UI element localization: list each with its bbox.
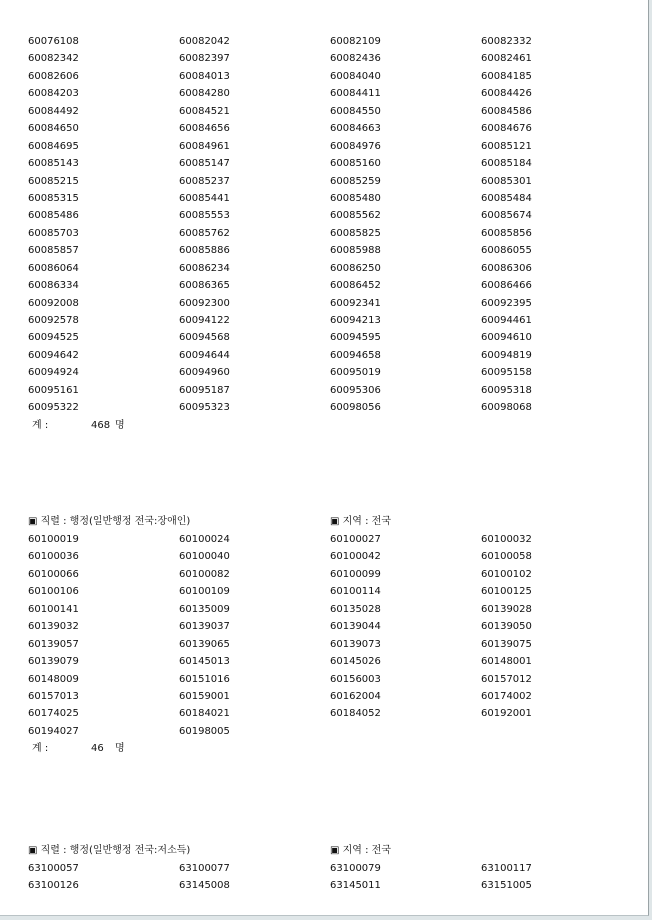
candidate-number: 60086055	[481, 245, 532, 257]
candidate-number: 60082342	[28, 53, 79, 65]
candidate-number: 60100024	[179, 534, 230, 545]
candidate-number: 60100032	[481, 534, 532, 545]
candidate-number: 60094610	[481, 332, 532, 344]
candidate-number: 60086234	[179, 262, 230, 274]
candidate-number: 60157013	[28, 690, 79, 702]
candidate-number: 60082606	[28, 70, 79, 82]
candidate-number: 60194027	[28, 725, 79, 737]
candidate-number: 60085259	[330, 175, 381, 187]
candidate-number: 60139028	[481, 603, 532, 615]
candidate-number: 60084586	[481, 105, 532, 117]
candidate-number: 60084013	[179, 70, 230, 82]
candidate-number: 60100106	[28, 586, 79, 598]
candidate-number: 60094819	[481, 349, 532, 361]
candidate-number: 60135009	[179, 603, 230, 615]
candidate-number: 63100117	[481, 863, 532, 874]
candidate-number: 60086306	[481, 262, 532, 274]
candidate-number: 60100040	[179, 551, 230, 563]
candidate-number: 60100042	[330, 551, 381, 563]
candidate-number: 60095187	[179, 384, 230, 396]
candidate-number: 60085160	[330, 158, 381, 170]
candidate-number: 60084695	[28, 140, 79, 152]
candidate-number: 60084492	[28, 105, 79, 117]
candidate-number: 60084280	[179, 88, 230, 100]
candidate-number: 60139044	[330, 621, 381, 633]
candidate-number: 60085143	[28, 158, 79, 170]
candidate-number: 60094960	[179, 367, 230, 379]
candidate-number: 60085121	[481, 140, 532, 152]
candidate-number: 60084976	[330, 140, 381, 152]
candidate-number: 60092395	[481, 297, 532, 309]
total-unit: 명	[115, 419, 125, 431]
region-header: ▣ 지역 : 전국	[330, 516, 391, 527]
candidate-number: 60085301	[481, 175, 532, 187]
candidate-number: 60076108	[28, 36, 79, 47]
section-total	[28, 417, 628, 434]
candidate-number: 60145026	[330, 656, 381, 668]
candidate-number: 60085553	[179, 210, 230, 222]
candidate-number: 60085480	[330, 192, 381, 204]
number-grid	[28, 33, 628, 417]
candidate-number: 60084040	[330, 70, 381, 82]
candidate-number: 60092578	[28, 315, 79, 326]
candidate-number: 60094461	[481, 315, 532, 326]
candidate-number: 60139050	[481, 621, 532, 633]
candidate-number: 60100058	[481, 551, 532, 563]
candidate-number: 60094122	[179, 315, 230, 326]
candidate-number: 60085562	[330, 210, 381, 222]
candidate-number: 60086452	[330, 280, 381, 292]
candidate-number: 60139065	[179, 638, 230, 650]
section-general-list	[28, 33, 628, 434]
candidate-number: 60085184	[481, 158, 532, 170]
candidate-number: 60095158	[481, 367, 532, 379]
candidate-number: 60082436	[330, 53, 381, 65]
candidate-number: 60084521	[179, 105, 230, 117]
candidate-number: 60084185	[481, 70, 532, 82]
candidate-number: 60085484	[481, 192, 532, 204]
candidate-number: 60086334	[28, 280, 79, 292]
candidate-number: 60100027	[330, 534, 381, 545]
candidate-number: 60085486	[28, 210, 79, 222]
candidate-number: 60086250	[330, 262, 381, 274]
candidate-number: 60084676	[481, 123, 532, 135]
candidate-number: 60100066	[28, 568, 79, 580]
section-total	[28, 740, 628, 757]
candidate-number: 60082461	[481, 53, 532, 65]
number-grid	[28, 860, 628, 895]
candidate-number: 60086064	[28, 262, 79, 274]
candidate-number: 63100126	[28, 880, 79, 892]
job-series-header: ▣ 직렬 : 행정(일반행정 전국:저소득)	[28, 845, 191, 856]
section-disabled-list	[28, 513, 628, 757]
candidate-number: 60174002	[481, 690, 532, 702]
candidate-number: 60095318	[481, 384, 532, 396]
candidate-number: 60135028	[330, 603, 381, 615]
candidate-number: 60086466	[481, 280, 532, 292]
candidate-number: 60151016	[179, 673, 230, 685]
candidate-number: 60086365	[179, 280, 230, 292]
candidate-number: 60095161	[28, 384, 79, 396]
candidate-number: 60159001	[179, 690, 230, 702]
candidate-number: 60198005	[179, 725, 230, 737]
candidate-number: 60095019	[330, 367, 381, 379]
total-unit: 명	[115, 743, 125, 755]
candidate-number: 60085857	[28, 245, 79, 257]
candidate-number: 60084426	[481, 88, 532, 100]
candidate-number: 60085315	[28, 192, 79, 204]
candidate-number: 60095322	[28, 402, 79, 414]
candidate-number: 60094658	[330, 349, 381, 361]
candidate-number: 63145008	[179, 880, 230, 892]
candidate-number: 63100077	[179, 863, 230, 874]
candidate-number: 60092008	[28, 297, 79, 309]
candidate-number: 60148009	[28, 673, 79, 685]
candidate-number: 60094924	[28, 367, 79, 379]
candidate-number: 60100102	[481, 568, 532, 580]
total-count: 468	[91, 419, 111, 431]
candidate-number: 60084961	[179, 140, 230, 152]
number-grid	[28, 531, 628, 740]
total-label: 계 :	[32, 743, 49, 755]
total-count: 46	[91, 743, 104, 755]
candidate-number: 60139057	[28, 638, 79, 650]
candidate-number: 60085215	[28, 175, 79, 187]
candidate-number: 60094642	[28, 349, 79, 361]
section-header	[28, 513, 628, 530]
candidate-number: 60139037	[179, 621, 230, 633]
candidate-number: 60100114	[330, 586, 381, 598]
candidate-number: 60157012	[481, 673, 532, 685]
total-label: 계 :	[32, 419, 49, 431]
candidate-number: 60098068	[481, 402, 532, 414]
section-low-income-list	[28, 842, 628, 895]
candidate-number: 60100141	[28, 603, 79, 615]
candidate-number: 60139073	[330, 638, 381, 650]
candidate-number: 60148001	[481, 656, 532, 668]
candidate-number: 60085441	[179, 192, 230, 204]
candidate-number: 60084411	[330, 88, 381, 100]
candidate-number: 60100036	[28, 551, 79, 563]
job-series-header: ▣ 직렬 : 행정(일반행정 전국:장애인)	[28, 516, 191, 527]
candidate-number: 60100125	[481, 586, 532, 598]
candidate-number: 60100019	[28, 534, 79, 545]
candidate-number: 60139032	[28, 621, 79, 633]
candidate-number: 60098056	[330, 402, 381, 414]
candidate-number: 60085703	[28, 227, 79, 239]
candidate-number: 60139079	[28, 656, 79, 668]
candidate-number: 60184052	[330, 708, 381, 720]
candidate-number: 60082109	[330, 36, 381, 47]
candidate-number: 60094213	[330, 315, 381, 326]
candidate-number: 60084203	[28, 88, 79, 100]
candidate-number: 60082397	[179, 53, 230, 65]
candidate-number: 60084550	[330, 105, 381, 117]
candidate-number: 63151005	[481, 880, 532, 892]
candidate-number: 60094644	[179, 349, 230, 361]
candidate-number: 60100082	[179, 568, 230, 580]
candidate-number: 60145013	[179, 656, 230, 668]
candidate-number: 60084650	[28, 123, 79, 135]
candidate-number: 60084663	[330, 123, 381, 135]
candidate-number: 60085237	[179, 175, 230, 187]
candidate-number: 60092341	[330, 297, 381, 309]
candidate-number: 60095306	[330, 384, 381, 396]
candidate-number: 60192001	[481, 708, 532, 720]
candidate-number: 60156003	[330, 673, 381, 685]
candidate-number: 60094568	[179, 332, 230, 344]
candidate-number: 60084656	[179, 123, 230, 135]
candidate-number: 60095323	[179, 402, 230, 414]
candidate-number: 63100079	[330, 863, 381, 874]
candidate-number: 60082042	[179, 36, 230, 47]
candidate-number: 60085762	[179, 227, 230, 239]
candidate-number: 60100099	[330, 568, 381, 580]
candidate-number: 60174025	[28, 708, 79, 720]
region-header: ▣ 지역 : 전국	[330, 845, 391, 856]
candidate-number: 60139075	[481, 638, 532, 650]
section-header	[28, 842, 628, 859]
candidate-number: 63100057	[28, 863, 79, 874]
candidate-number: 60094525	[28, 332, 79, 344]
candidate-number: 60092300	[179, 297, 230, 309]
candidate-number: 60085147	[179, 158, 230, 170]
candidate-number: 60085886	[179, 245, 230, 257]
candidate-number: 60082332	[481, 36, 532, 47]
candidate-number: 60100109	[179, 586, 230, 598]
candidate-number: 60094595	[330, 332, 381, 344]
candidate-number: 60184021	[179, 708, 230, 720]
candidate-number: 60085674	[481, 210, 532, 222]
candidate-number: 60085988	[330, 245, 381, 257]
candidate-number: 60162004	[330, 690, 381, 702]
candidate-number: 63145011	[330, 880, 381, 892]
candidate-number: 60085856	[481, 227, 532, 239]
candidate-number: 60085825	[330, 227, 381, 239]
